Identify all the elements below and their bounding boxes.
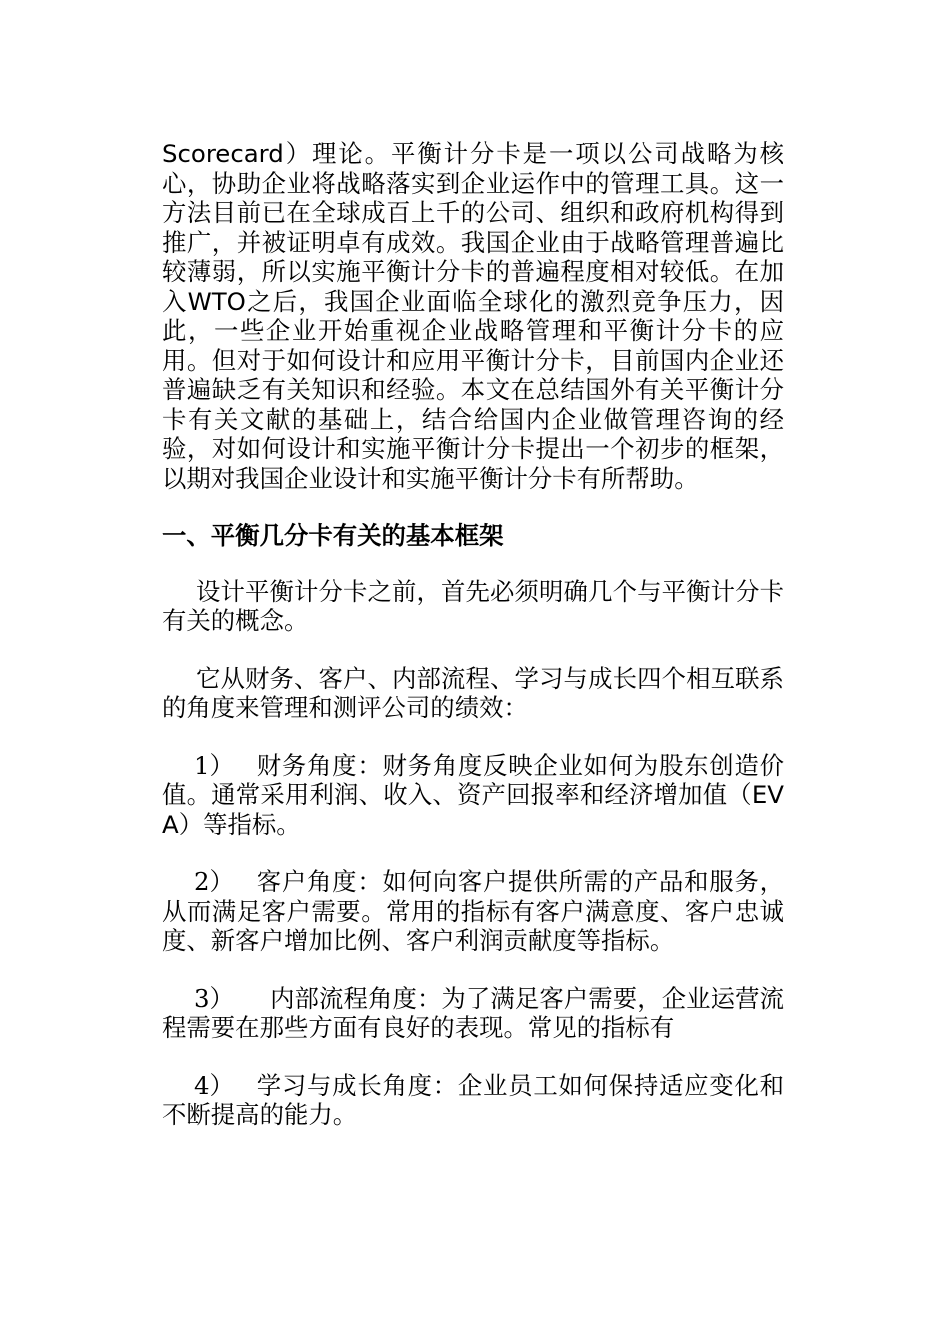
list-item-learning-growth (162, 1071, 784, 1130)
list-text-tail: ）等指标。 (178, 809, 301, 839)
list-text: 客户角度：如何向客户提供所需的产品和服务，从而满足客户需要。常用的指标有客户满意度、客户忠诚度、新客户增加比例、客户利润贡献度等指标。 (162, 867, 784, 955)
list-number: 2） (194, 867, 234, 896)
intro-latin-wto: WTO (187, 286, 246, 316)
list-number: 3） (194, 983, 234, 1013)
list-text: 财务角度：财务角度反映企业如何为股东创造价值。通常采用利润、收入、资产回报率和经济增加值（ (162, 750, 784, 809)
list-item-customer (162, 867, 784, 956)
list-number: 4） (194, 1070, 234, 1100)
section-paragraph-1: 设计平衡计分卡之前，首先必须明确几个与平衡计分卡有关的概念。 (162, 576, 784, 635)
intro-text-part1: ）理论。平衡计分卡是一项以公司战略为核心，协助企业将战略落实到企业运作中的管理工具。这一方法目前已在全球成百上千的公司、组织和政府机构得到推广，并被证明卓有成效。我国企业由于战略管理普遍比较薄弱，所以实施平衡计分卡的普遍程度相对较低。在加入 (162, 139, 784, 316)
list-number: 1） (194, 750, 234, 780)
intro-latin-lead: Scorecard (162, 139, 284, 168)
list-item-internal-process (162, 984, 784, 1043)
section-paragraph-2: 它从财务、客户、内部流程、学习与成长四个相互联系的角度来管理和测评公司的绩效： (162, 663, 784, 722)
list-latin-eva: EVA (162, 780, 784, 839)
list-text: 学习与成长角度：企业员工如何保持适应变化和不断提高的能力。 (162, 1070, 784, 1129)
intro-text-part2: 之后，我国企业面临全球化的激烈竞争压力，因此，一些企业开始重视企业战略管理和平衡计分卡的应用。但对于如何设计和应用平衡计分卡，目前国内企业还普遍缺乏有关知识和经验。本文在总结国外有关平衡计分卡有关文献的基础上，结合给国内企业做管理咨询的经验，对如何设计和实施平衡计分卡提出一个初步的框架，以期对我国企业设计和实施平衡计分卡有所帮助。 (162, 286, 784, 493)
list-item-financial (162, 751, 784, 840)
section-heading: 一、平衡几分卡有关的基本框架 (162, 521, 504, 550)
intro-paragraph (162, 139, 784, 493)
list-text: 内部流程角度：为了满足客户需要，企业运营流程需要在那些方面有良好的表现。常见的指标有 (162, 983, 784, 1042)
document-page (162, 139, 784, 1158)
